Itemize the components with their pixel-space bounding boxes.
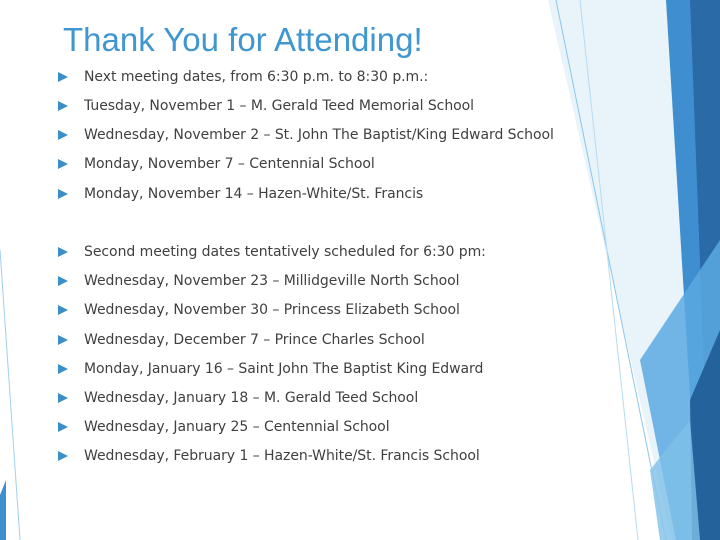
bullet-text: Wednesday, January 25 – Centennial School: [84, 419, 390, 435]
arrow-bullet-icon: [58, 101, 68, 111]
arrow-bullet-icon: [58, 364, 68, 374]
arrow-bullet-icon: [58, 305, 68, 315]
list-item: [58, 359, 483, 379]
list-item: [58, 388, 418, 408]
list-item: [58, 154, 375, 174]
list-item: [58, 330, 425, 350]
arrow-bullet-icon: [58, 393, 68, 403]
list-item: [58, 184, 423, 204]
arrow-bullet-icon: [58, 451, 68, 461]
list-item: [58, 300, 460, 320]
arrow-bullet-icon: [58, 72, 68, 82]
bullet-text: Monday, November 7 – Centennial School: [84, 156, 375, 172]
arrow-bullet-icon: [58, 276, 68, 286]
bullet-text: Wednesday, January 18 – M. Gerald Teed School: [84, 390, 419, 406]
arrow-bullet-icon: [58, 247, 68, 257]
bullet-text: Wednesday, February 1 – Hazen-White/St. Francis School: [84, 448, 480, 464]
list-item: [58, 417, 390, 437]
bullet-text: Monday, January 16 – Saint John The Baptist King Edward: [84, 361, 484, 377]
bullet-text: Wednesday, November 30 – Princess Elizabeth School: [84, 302, 460, 318]
arrow-bullet-icon: [58, 130, 68, 140]
arrow-bullet-icon: [58, 159, 68, 169]
bullet-text: Monday, November 14 – Hazen-White/St. Francis: [84, 186, 424, 202]
list-item: [58, 242, 486, 262]
arrow-bullet-icon: [58, 422, 68, 432]
list-item: [58, 96, 474, 116]
list-item: [58, 67, 428, 87]
bullet-text: Second meeting dates tentatively scheduled for 6:30 pm:: [84, 244, 486, 260]
arrow-bullet-icon: [58, 189, 68, 199]
bullet-text: Tuesday, November 1 – M. Gerald Teed Memorial School: [84, 98, 475, 114]
list-item: [58, 125, 554, 145]
bullet-text: Wednesday, December 7 – Prince Charles School: [84, 332, 425, 348]
slide-title: Thank You for Attending!: [63, 21, 423, 58]
bullet-text: Wednesday, November 2 – St. John The Baptist/King Edward School: [84, 127, 554, 143]
bullet-text: Next meeting dates, from 6:30 p.m. to 8:30 p.m.:: [84, 69, 429, 85]
bullet-text: Wednesday, November 23 – Millidgeville North School: [84, 273, 460, 289]
list-item: [58, 271, 460, 291]
list-item: [58, 446, 480, 466]
arrow-bullet-icon: [58, 335, 68, 345]
